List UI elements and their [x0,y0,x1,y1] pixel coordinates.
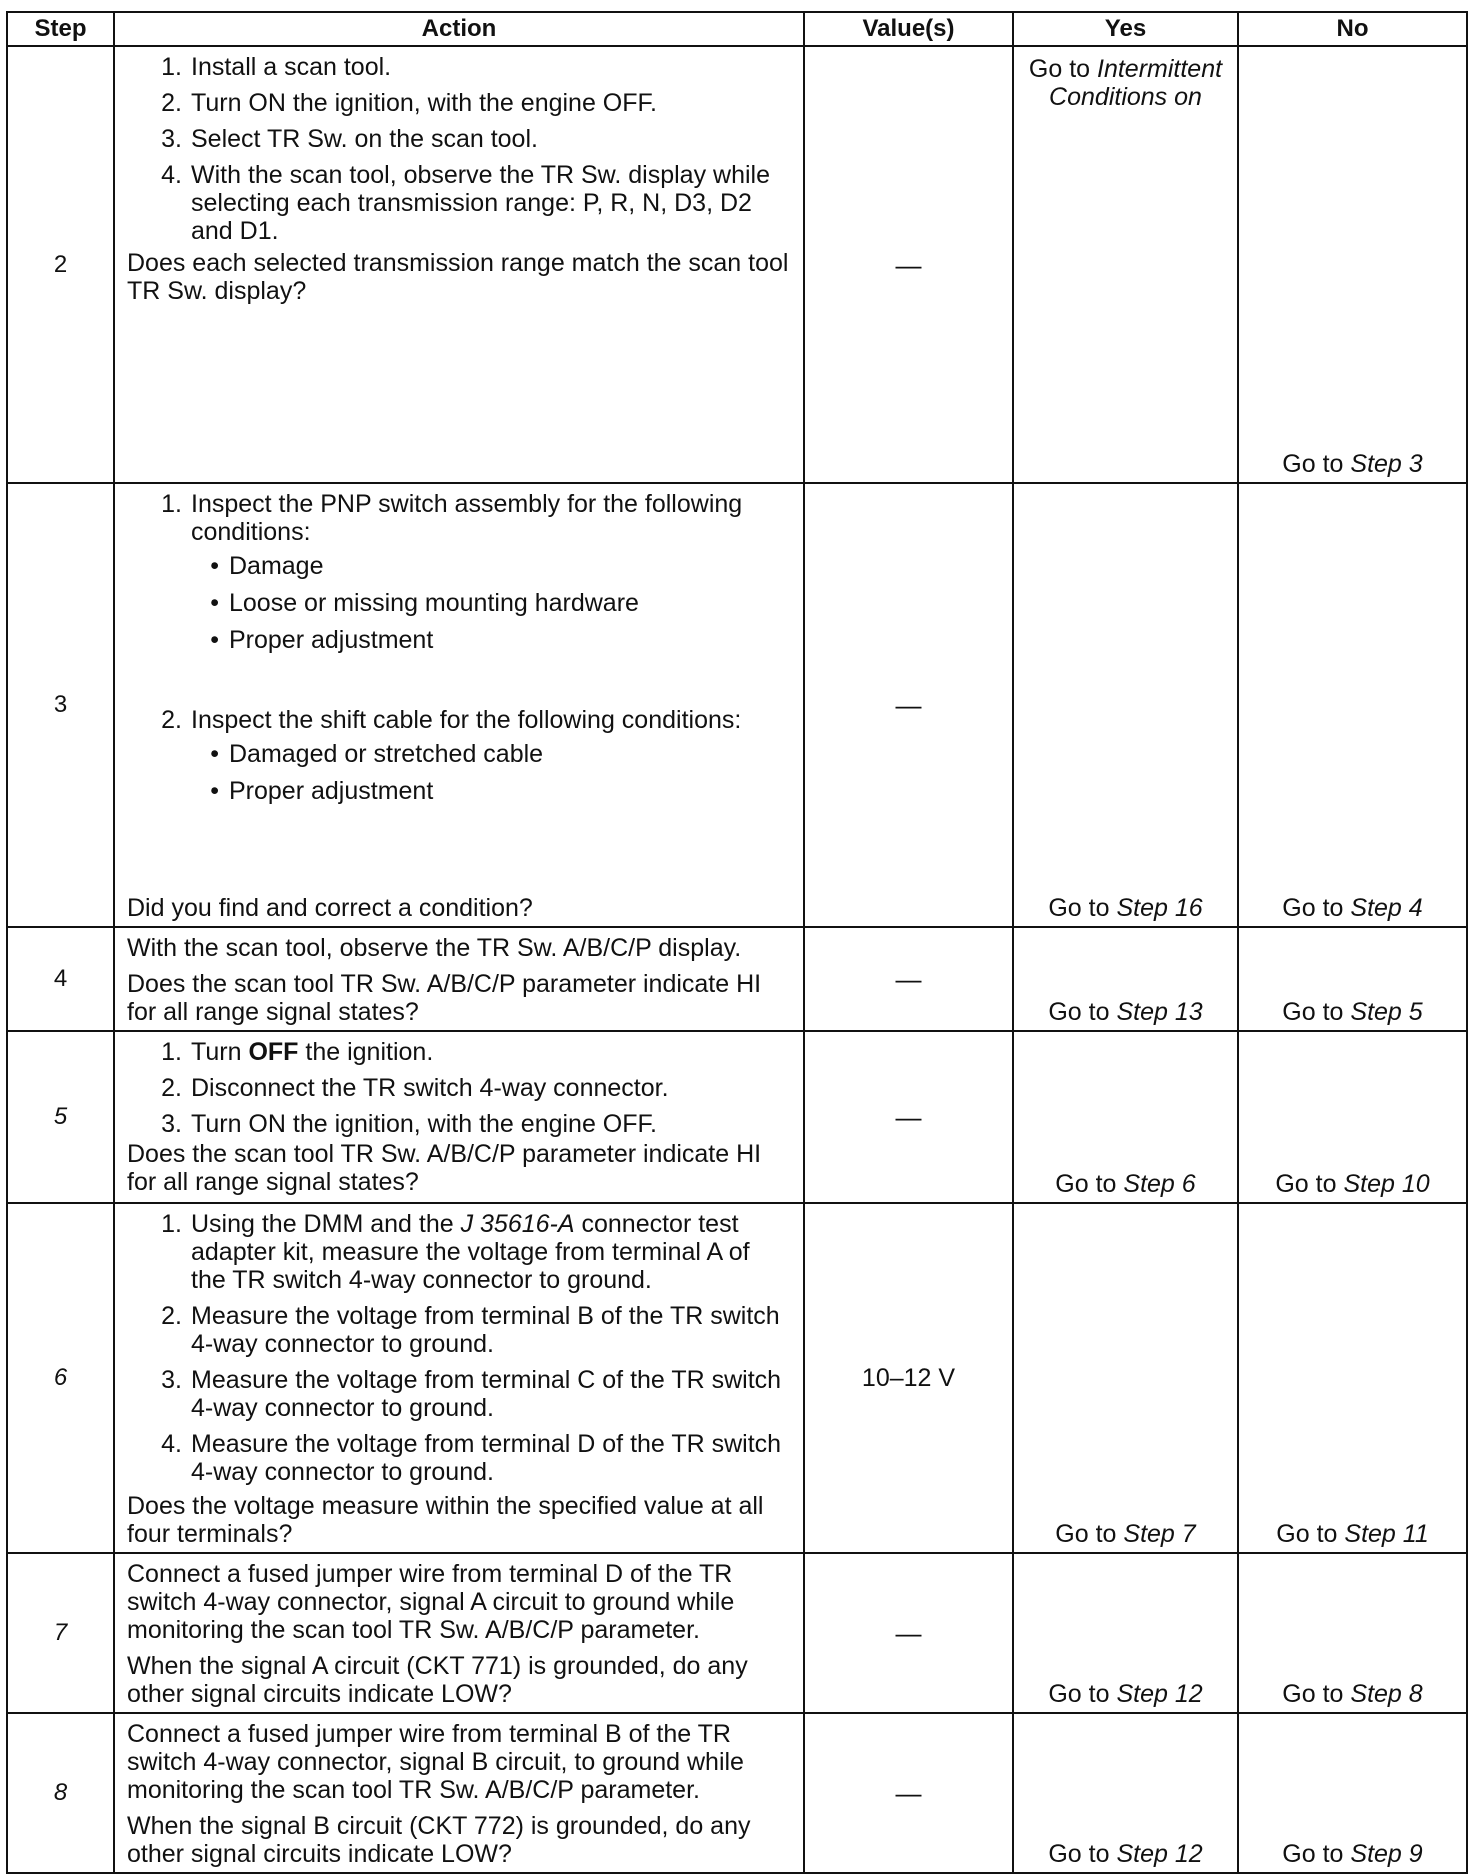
list-item: 4. Measure the voltage from terminal D of the TR switch 4-way connector to ground. [161,1430,782,1486]
no-reference: Step 9 [1350,1840,1423,1868]
table-row [7,927,1467,1031]
yes-reference: Step 12 [1116,1680,1203,1708]
no-cell: Go to Step 9 [1238,1713,1467,1873]
list-item: 3. Select TR Sw. on the scan tool. [161,125,538,153]
list-item: 4. With the scan tool, observe the TR Sw. display while selecting each transmission range: P, R, N, D3, D2 and D1. [161,161,770,245]
no-reference: Step 10 [1343,1170,1430,1198]
action-cell [114,483,804,927]
list-item: 1. Inspect the PNP switch assembly for the following conditions: [161,490,743,546]
list-item: 2. Disconnect the TR switch 4-way connector. [161,1074,669,1102]
bullet-item: • Loose or missing mounting hardware [210,589,639,617]
yes-reference: Step 16 [1116,894,1203,922]
header-row [7,12,1467,46]
yes-cell: Go to Step 16 [1013,483,1238,927]
bullet-item: • Proper adjustment [210,626,434,654]
no-cell: Go to Step 10 [1238,1031,1467,1203]
table-row [7,46,1467,483]
step-number: 4 [7,927,114,1031]
value-cell: — [804,1713,1013,1873]
header-no: No [1238,12,1467,46]
bullet-item: • Proper adjustment [210,777,434,805]
yes-cell: Go to Step 12 [1013,1713,1238,1873]
list-item: 2. Inspect the shift cable for the following conditions: [161,706,742,734]
question-text: Does the scan tool TR Sw. A/B/C/P parameter indicate HI for all range signal states? [127,1140,762,1196]
bullet-item: • Damage [210,552,324,580]
no-reference: Step 8 [1350,1680,1423,1708]
action-text: With the scan tool, observe the TR Sw. A/B/C/P display. [127,934,742,962]
no-cell: Go to Step 4 [1238,483,1467,927]
value-cell: — [804,46,1013,483]
yes-reference: Step 6 [1123,1170,1196,1198]
no-cell: Go to Step 8 [1238,1553,1467,1713]
no-reference: Step 4 [1350,894,1423,922]
yes-cell: Go to Intermittent Conditions on [1013,46,1238,483]
list-item: 1. Install a scan tool. [161,53,392,81]
action-cell [114,1203,804,1553]
header-values: Value(s) [804,12,1013,46]
yes-reference: Step 13 [1116,998,1203,1026]
question-text: When the signal A circuit (CKT 771) is grounded, do any other signal circuits indicate LOW? [127,1652,748,1708]
header-action: Action [114,12,804,46]
yes-cell: Go to Step 13 [1013,927,1238,1031]
table-row [7,1713,1467,1873]
yes-cell: Go to Step 7 [1013,1203,1238,1553]
value-cell: — [804,1031,1013,1203]
question-text: Does the voltage measure within the specified value at all four terminals? [127,1492,764,1548]
value-cell: — [804,483,1013,927]
table-row [7,483,1467,927]
table-row [7,1203,1467,1553]
table-row [7,1031,1467,1203]
bullet-item: • Damaged or stretched cable [210,740,544,768]
list-item: 2. Measure the voltage from terminal B of the TR switch 4-way connector to ground. [161,1302,780,1358]
question-text: When the signal B circuit (CKT 772) is grounded, do any other signal circuits indicate LOW? [127,1812,751,1868]
yes-cell: Go to Step 6 [1013,1031,1238,1203]
action-cell [114,46,804,483]
list-item: 3. Measure the voltage from terminal C of the TR switch 4-way connector to ground. [161,1366,782,1422]
diagnostic-table [6,11,1468,1874]
action-text: Connect a fused jumper wire from terminal B of the TR switch 4-way connector, signal B circuit, to ground while monitoring the scan tool TR Sw. A/B/C/P parameter. [127,1720,744,1804]
step-number: 7 [7,1553,114,1713]
list-item: 2. Turn ON the ignition, with the engine OFF. [161,89,657,117]
action-cell [114,1031,804,1203]
list-item: 3. Turn ON the ignition, with the engine OFF. [161,1110,657,1138]
no-cell: Go to Step 3 [1238,46,1467,483]
no-cell: Go to Step 11 [1238,1203,1467,1553]
question-text: Does the scan tool TR Sw. A/B/C/P parameter indicate HI for all range signal states? [127,970,762,1026]
table-row [7,1553,1467,1713]
step-number: 3 [7,483,114,927]
header-step: Step [7,12,114,46]
action-cell [114,1553,804,1713]
step-number: 2 [7,46,114,483]
step-number: 8 [7,1713,114,1873]
yes-cell: Go to Step 12 [1013,1553,1238,1713]
step-number: 5 [7,1031,114,1203]
question-text: Does each selected transmission range match the scan tool TR Sw. display? [127,249,789,305]
list-item: 1. Using the DMM and the J 35616-A connector test adapter kit, measure the voltage from terminal A of the TR switch 4-way connector to ground. [161,1210,750,1294]
no-cell: Go to Step 5 [1238,927,1467,1031]
action-cell [114,927,804,1031]
step-number: 6 [7,1203,114,1553]
yes-reference: Step 12 [1116,1840,1203,1868]
action-text: Connect a fused jumper wire from terminal D of the TR switch 4-way connector, signal A circuit to ground while monitoring the scan tool TR Sw. A/B/C/P parameter. [127,1560,735,1644]
no-reference: Step 3 [1350,450,1423,478]
value-cell: — [804,927,1013,1031]
no-reference: Step 11 [1344,1520,1429,1548]
action-cell [114,1713,804,1873]
list-item: 1. Turn OFF the ignition. [161,1038,434,1066]
yes-reference: Step 7 [1123,1520,1196,1548]
header-yes: Yes [1013,12,1238,46]
value-cell: — [804,1553,1013,1713]
value-cell: 10–12 V [804,1203,1013,1553]
yes-reference: Intermittent Conditions on [1049,55,1223,111]
no-reference: Step 5 [1350,998,1423,1026]
question-text: Did you find and correct a condition? [127,894,533,922]
